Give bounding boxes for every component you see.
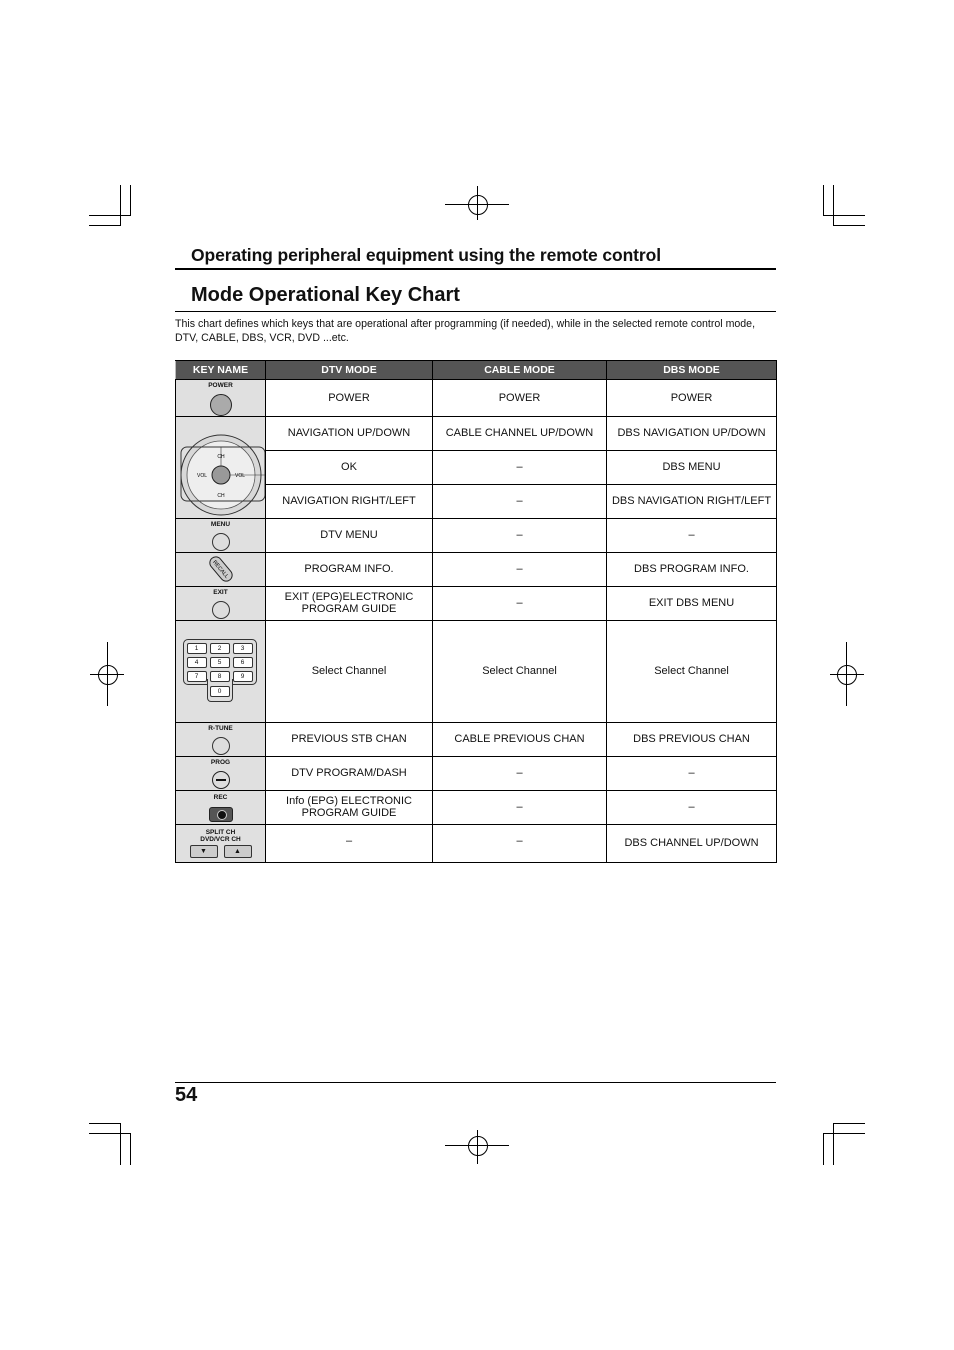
cell-dtv: POWER [266, 380, 433, 417]
cell-dtv: Info (EPG) ELECTRONIC PROGRAM GUIDE [266, 790, 433, 824]
key-label: POWER [208, 382, 233, 389]
key-exit [176, 586, 266, 620]
cell-cable: POWER [433, 380, 607, 417]
key-prog [176, 756, 266, 790]
cell-dbs: – [607, 790, 777, 824]
digit-key: 6 [233, 657, 253, 668]
cell-cable: – [433, 518, 607, 552]
col-header-dbs-mode: DBS MODE [607, 361, 777, 380]
digit-key: 2 [210, 643, 230, 654]
cell-dbs: EXIT DBS MENU [607, 586, 777, 620]
table-row [176, 620, 777, 722]
key-r-tune [176, 722, 266, 756]
table-row [176, 552, 777, 586]
cell-dbs: – [607, 756, 777, 790]
prog-dash-button-icon [212, 771, 230, 789]
key-label: SPLIT CH [205, 828, 236, 836]
intro-text: This chart defines which keys that are operational after programming (if needed), while in the selected remote control mode, DTV, CABLE, DBS, VCR, DVD ...etc. [175, 318, 756, 344]
recall-button-icon [206, 554, 236, 584]
cell-cable: – [433, 484, 607, 518]
digit-key: 0 [210, 686, 230, 697]
key-navigation [176, 416, 266, 518]
table-row [176, 790, 777, 824]
cell-cable: – [433, 586, 607, 620]
cell-dtv: PREVIOUS STB CHAN [266, 722, 433, 756]
table-row [176, 518, 777, 552]
key-label: EXIT [213, 588, 228, 596]
cell-dbs: DBS MENU [607, 450, 777, 484]
navigation-pad-icon [177, 417, 265, 517]
r-tune-button-icon [212, 737, 230, 755]
table-row [176, 824, 777, 862]
key-label: R-TUNE [208, 724, 233, 732]
section-rule [175, 268, 776, 270]
cell-dbs: DBS NAVIGATION RIGHT/LEFT [607, 484, 777, 518]
key-chart-table [175, 360, 777, 863]
numeric-keypad-icon [183, 639, 259, 703]
cell-dtv: PROGRAM INFO. [266, 552, 433, 586]
digit-key: 4 [187, 657, 207, 668]
key-label: PROG [210, 759, 231, 767]
key-numeric-keypad [176, 620, 266, 722]
channel-up-icon: ▲ [224, 845, 252, 858]
cell-dbs: DBS PROGRAM INFO. [607, 552, 777, 586]
title-rule [175, 311, 776, 312]
menu-button-icon [212, 533, 230, 551]
footer-rule [175, 1082, 776, 1083]
key-rec [176, 790, 266, 824]
split-ch-buttons [176, 845, 265, 858]
cell-dbs: DBS NAVIGATION UP/DOWN [607, 416, 777, 450]
cell-cable: – [433, 756, 607, 790]
page-number: 54 [175, 1084, 198, 1106]
cell-dtv: – [266, 824, 433, 862]
svg-text:VOL: VOL [234, 473, 245, 479]
cell-cable: – [433, 552, 607, 586]
exit-button-icon [212, 601, 230, 619]
cell-dbs: POWER [607, 380, 777, 417]
col-header-cable-mode: CABLE MODE [433, 361, 607, 380]
cell-cable: – [433, 790, 607, 824]
svg-text:RECALL: RECALL [210, 559, 229, 580]
cell-cable: – [433, 824, 607, 862]
key-power [176, 380, 266, 417]
digit-key: 3 [233, 643, 253, 654]
key-label: DVD/VCR CH [200, 835, 241, 843]
svg-text:CH: CH [216, 454, 225, 460]
table-row [176, 380, 777, 417]
key-recall [176, 552, 266, 586]
cell-dtv: NAVIGATION UP/DOWN [266, 416, 433, 450]
cell-cable: Select Channel [433, 620, 607, 722]
cell-dtv: DTV MENU [266, 518, 433, 552]
key-menu [176, 518, 266, 552]
svg-text:CH: CH [216, 493, 225, 499]
cell-dtv: DTV PROGRAM/DASH [266, 756, 433, 790]
cell-dbs: DBS CHANNEL UP/DOWN [607, 824, 777, 862]
key-label: MENU [210, 520, 231, 528]
cell-cable: CABLE CHANNEL UP/DOWN [433, 416, 607, 450]
table-row [176, 416, 777, 450]
table-row [176, 484, 777, 518]
digit-key: 1 [187, 643, 207, 654]
cell-dtv: NAVIGATION RIGHT/LEFT [266, 484, 433, 518]
cell-dbs: DBS PREVIOUS CHAN [607, 722, 777, 756]
cell-cable: CABLE PREVIOUS CHAN [433, 722, 607, 756]
cell-dtv: EXIT (EPG)ELECTRONIC PROGRAM GUIDE [266, 586, 433, 620]
key-label: REC [213, 794, 228, 802]
digit-key: 8 [210, 671, 230, 682]
cell-dbs: Select Channel [607, 620, 777, 722]
svg-text:VOL: VOL [196, 473, 207, 479]
record-button-icon [209, 807, 233, 822]
cell-cable: – [433, 450, 607, 484]
digit-key: 7 [187, 671, 207, 682]
cell-dtv: Select Channel [266, 620, 433, 722]
table-row [176, 450, 777, 484]
table-row [176, 586, 777, 620]
digit-key: 9 [233, 671, 253, 682]
col-header-key-name: KEY NAME [176, 361, 266, 380]
power-button-icon [210, 394, 232, 416]
channel-down-icon: ▼ [190, 845, 218, 858]
table-row [176, 722, 777, 756]
cell-dbs: – [607, 518, 777, 552]
cell-dtv: OK [266, 450, 433, 484]
table-row [176, 756, 777, 790]
key-split-ch [176, 824, 266, 862]
section-title: Operating peripheral equipment using the remote control [191, 245, 661, 265]
digit-key: 5 [210, 657, 230, 668]
table-header-row [176, 361, 777, 380]
page-title: Mode Operational Key Chart [191, 284, 460, 306]
col-header-dtv-mode: DTV MODE [266, 361, 433, 380]
